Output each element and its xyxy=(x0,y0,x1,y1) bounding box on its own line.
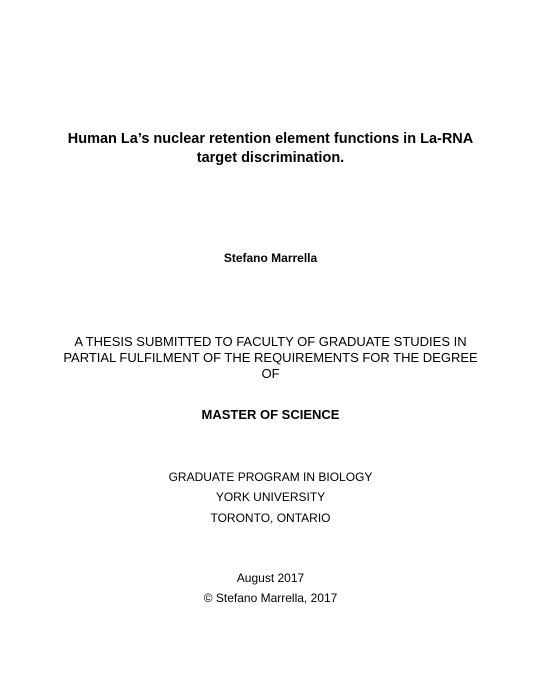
university-location: TORONTO, ONTARIO xyxy=(210,511,331,525)
thesis-statement-line-3: OF xyxy=(261,366,280,381)
thesis-statement-line-2: PARTIAL FULFILMENT OF THE REQUIREMENTS FOR THE DEGREE xyxy=(63,350,478,365)
copyright-notice: © Stefano Marrella, 2017 xyxy=(203,591,338,605)
author-name: Stefano Marrella xyxy=(223,251,318,265)
degree-name: MASTER OF SCIENCE xyxy=(201,407,340,422)
submission-date: August 2017 xyxy=(236,571,305,585)
thesis-title-line-2: target discrimination. xyxy=(196,150,345,166)
thesis-title-line-1: Human La’s nuclear retention element functions in La-RNA xyxy=(67,131,474,147)
university-name: YORK UNIVERSITY xyxy=(215,490,326,504)
graduate-program: GRADUATE PROGRAM IN BIOLOGY xyxy=(168,470,373,484)
thesis-statement-line-1: A THESIS SUBMITTED TO FACULTY OF GRADUATE STUDIES IN xyxy=(74,334,467,349)
